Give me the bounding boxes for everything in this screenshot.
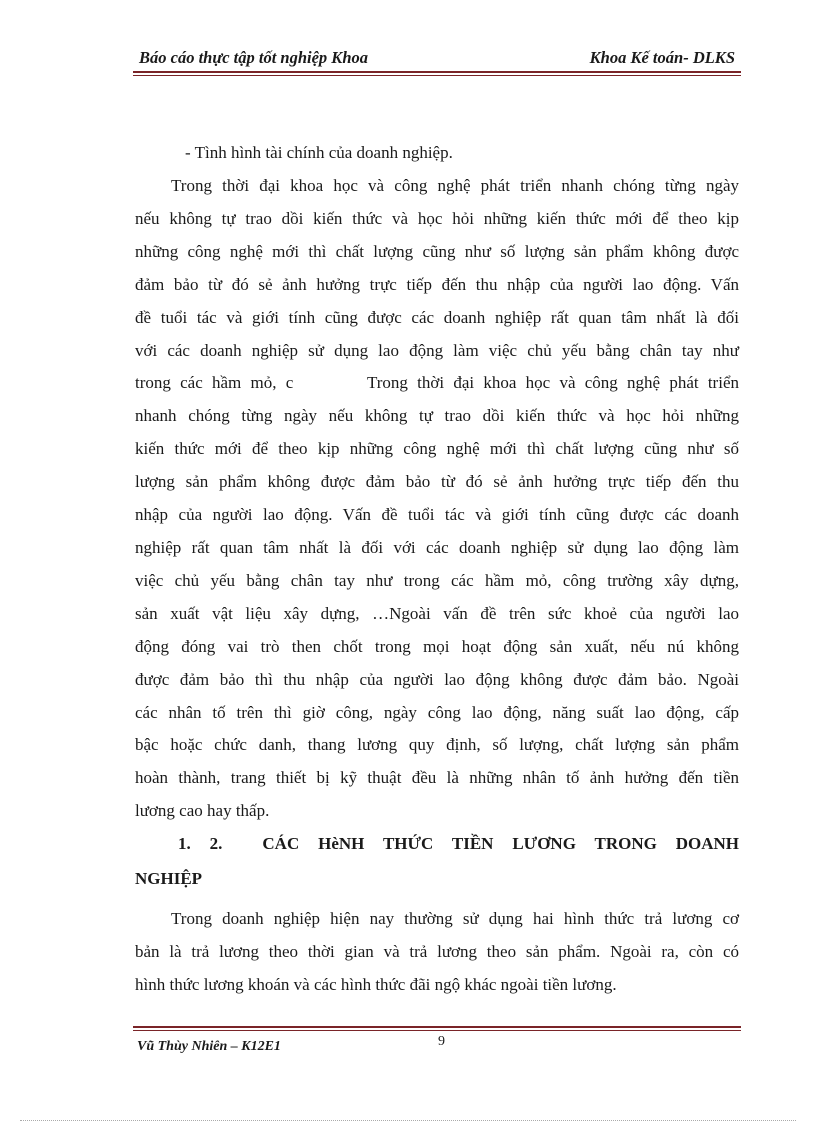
page-header <box>133 46 741 68</box>
header-report-title: Báo cáo thực tập tốt nghiệp Khoa <box>139 48 368 67</box>
header-department: Khoa Kế toán- DLKS <box>589 48 735 67</box>
body-section <box>135 137 739 170</box>
heading-line-1: CÁC HèNH THỨC TIỀN LƯƠNG TRONG DOANH <box>262 834 740 853</box>
paragraph-1-lines <box>135 170 739 828</box>
section-heading <box>135 828 739 895</box>
text-line: việc chủ yếu bằng chân tay như trong các hầm mỏ, công trường xây dựng, <box>135 570 739 590</box>
text-line: bậc hoặc chức danh, thang lương quy định, số lượng, chất lượng sản phẩm <box>135 735 739 755</box>
text-line: trong các hầm mỏ, c Trong thời đại khoa học và công nghệ phát triển <box>135 373 739 393</box>
text-line: Trong thời đại khoa học và công nghệ phát triển nhanh chóng từng ngày <box>171 176 739 195</box>
footer-rule-thin <box>133 1030 741 1031</box>
text-line: nhập của người lao động. Vấn đề tuổi tác và giới tính cũng được các doanh <box>135 505 739 525</box>
footer-rule <box>133 1026 741 1028</box>
header-rule <box>133 71 741 73</box>
text-line: nghiệp rất quan tâm nhất là đối với các doanh nghiệp sử dụng lao động làm <box>135 537 739 557</box>
text-line: với các doanh nghiệp sử dụng lao động làm việc chủ yếu bằng chân tay như <box>135 340 739 360</box>
footer-author: Vũ Thùy Nhiên – K12E1 <box>137 1039 281 1054</box>
text-line: lương cao hay thấp. <box>135 801 270 821</box>
heading-line-2: NGHIỆP <box>135 869 203 888</box>
text-line: các nhân tố trên thì giờ công, ngày công lao động, năng suất lao động, cấp <box>135 702 739 722</box>
page-number: 9 <box>438 1034 445 1049</box>
text-line: hoàn thành, trang thiết bị kỹ thuật đều là những nhân tố ảnh hưởng đến tiền <box>135 768 739 788</box>
text-line: những công nghệ mới thì chất lượng cũng như số lượng sản phẩm không được <box>135 241 739 261</box>
paragraph-2-lines <box>135 903 739 1002</box>
heading-number: 1. 2. <box>178 834 223 853</box>
text-line: đề tuổi tác và giới tính cũng được các doanh nghiệp rất quan tâm nhất là đối <box>135 307 739 327</box>
text-line: kiến thức mới để theo kịp những công nghệ mới thì chất lượng cũng như số <box>135 439 739 459</box>
header-rule-thin <box>133 75 741 76</box>
text-line: nhanh chóng từng ngày nếu không tự trao dồi kiến thức và học hỏi những <box>135 406 739 426</box>
text-line: lượng sản phẩm không được đảm bảo từ đó sẻ ảnh hưởng trực tiếp đến thu <box>135 472 739 492</box>
text-line: được đảm bảo thì thu nhập của người lao động không được đảm bảo. Ngoài <box>135 669 739 689</box>
text-line: bản là trả lương theo thời gian và trả lương theo sản phẩm. Ngoài ra, còn có <box>135 941 739 961</box>
text-line: hình thức lương khoán và các hình thức đãi ngộ khác ngoài tiền lương. <box>135 974 617 994</box>
page-bottom-border <box>20 1120 796 1121</box>
bullet-line: - Tình hình tài chính của doanh nghiệp. <box>185 143 453 162</box>
text-line: Trong doanh nghiệp hiện nay thường sử dụng hai hình thức trả lương cơ <box>171 909 739 928</box>
paragraph-2 <box>135 903 739 1002</box>
text-line: sản xuất vật liệu xây dựng, …Ngoài vấn đề trên sức khoẻ của người lao <box>135 603 739 623</box>
text-line: nếu không tự trao dồi kiến thức và học hỏi những kiến thức mới để theo kịp <box>135 208 739 228</box>
text-line: động đóng vai trò then chốt trong mọi hoạt động sản xuất, nếu nú không <box>135 636 739 656</box>
text-line: đảm bảo từ đó sẻ ảnh hưởng trực tiếp đến thu nhập của người lao động. Vấn <box>135 274 739 294</box>
paragraph-1 <box>135 170 739 828</box>
